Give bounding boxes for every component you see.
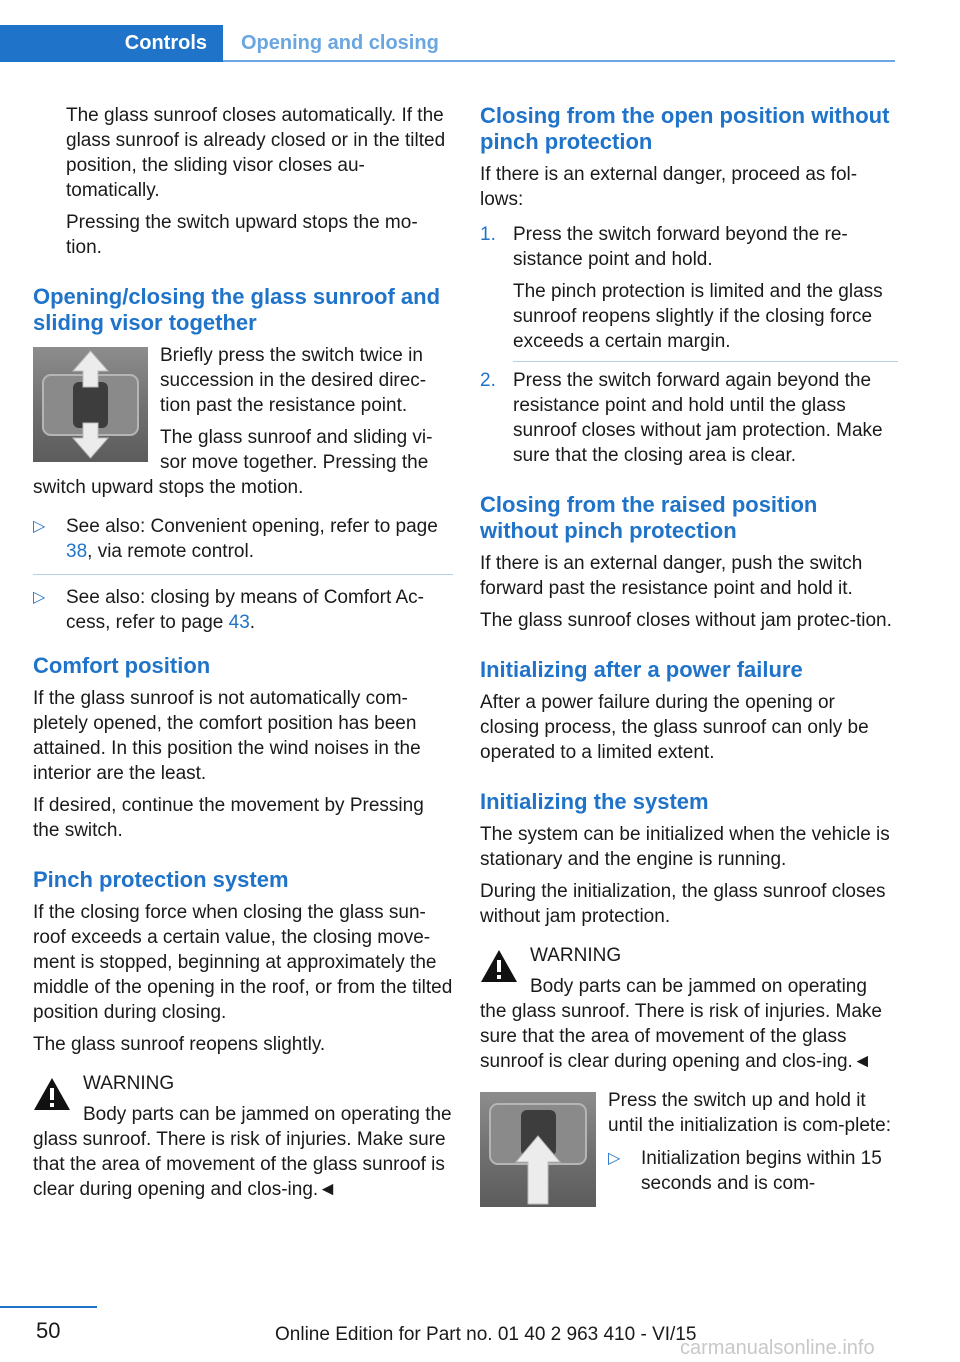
paragraph: The glass sunroof and sliding vi-sor move together. Pressing the switch upward stops the motion.: [33, 427, 433, 498]
paragraph: Briefly press the switch twice in succession in the desired direc-tion past the resistance point.: [160, 345, 427, 416]
steps-list: [480, 222, 898, 468]
paragraph: Press the switch up and hold it until the initialization is com-plete:: [608, 1090, 892, 1136]
heading-initializing-system: Initializing the system: [480, 789, 709, 814]
divider: [513, 361, 898, 362]
paragraph: If desired, continue the movement by Pressing the switch.: [33, 795, 424, 841]
online-edition-text: Online Edition for Part no. 01 40 2 963 410 - VI/15: [275, 1324, 697, 1345]
warning-triangle-icon: [480, 949, 518, 983]
warning-title: WARNING: [83, 1073, 175, 1094]
list-item: [480, 368, 898, 468]
heading-comfort-position: Comfort position: [33, 653, 211, 678]
warning-triangle-icon: [33, 1077, 71, 1111]
divider: [33, 574, 453, 575]
footer-rule: [0, 1306, 97, 1308]
warning-text: Body parts can be jammed on operating the glass sunroof. There is risk of injuries. Make sure that the area of movement of the glass sunroof is clear during opening and clos-ing.◄: [33, 1104, 452, 1200]
paragraph: Pressing the switch upward stops the mo-tion.: [66, 212, 418, 258]
heading-initializing-power-failure: Initializing after a power failure: [480, 657, 803, 682]
page-link-43[interactable]: 43: [228, 612, 250, 633]
paragraph: The glass sunroof reopens slightly.: [33, 1034, 326, 1055]
paragraph: During the initialization, the glass sunroof closes without jam protection.: [480, 881, 886, 927]
switch-figure-row: [33, 343, 453, 500]
paragraph: If the closing force when closing the glass sun-roof exceeds a certain value, the closing move-ment is stopped, beginning at approximately the middle of the opening in the roof, or from the tilted position during closing.: [33, 902, 453, 1023]
left-column: [33, 103, 453, 1209]
warning-box: [33, 1071, 453, 1096]
paragraph: If there is an external danger, proceed as fol-lows:: [480, 164, 858, 210]
switch-figure-row: [480, 1088, 898, 1213]
watermark: carmanualsonline.info: [680, 1337, 875, 1359]
paragraph: Press the switch forward beyond the re-sistance point and hold.: [513, 224, 848, 270]
warning-title: WARNING: [530, 945, 622, 966]
switch-up-down-icon: [33, 347, 148, 462]
page-number: 50: [36, 1318, 61, 1343]
see-also-list: [33, 514, 453, 635]
header-rule: [223, 60, 895, 62]
list-item: ▷ Initialization begins within 15 seconds and is com-: [608, 1146, 898, 1196]
paragraph: The glass sunroof closes without jam protec-tion.: [480, 610, 892, 631]
paragraph: Press the switch forward again beyond the resistance point and hold until the glass sunroof closes without jam protection. Make sure that the closing area is clear.: [513, 370, 883, 466]
heading-opening-together: Opening/closing the glass sunroof and sliding visor together: [33, 284, 441, 335]
warning-box: [480, 943, 898, 968]
paragraph: The pinch protection is limited and the glass sunroof reopens slightly if the closing force exceeds a certain margin.: [513, 281, 883, 352]
header-section-title: Opening and closing: [241, 32, 439, 54]
heading-closing-raised-position: Closing from the raised position without pinch protection: [480, 492, 818, 543]
list-item: ▷ See also: closing by means of Comfort Ac-cess, refer to page 43.: [33, 585, 453, 635]
switch-double-arrow-image: [33, 347, 148, 462]
paragraph: If the glass sunroof is not automatically com-pletely opened, the comfort position has been attained. In this position the wind noises in the interior are the least.: [33, 688, 421, 784]
paragraph: The system can be initialized when the vehicle is stationary and the engine is running.: [480, 824, 890, 870]
header-tab-controls: Controls: [0, 25, 223, 62]
init-list: [608, 1146, 898, 1205]
switch-up-icon: [480, 1092, 596, 1207]
paragraph: The glass sunroof closes automatically. If the glass sunroof is already closed or in the tilted position, the sliding visor closes au-tomatically.: [66, 105, 446, 201]
warning-text: Body parts can be jammed on operating the glass sunroof. There is risk of injuries. Make sure that the area of movement of the glass sunroof is clear during opening and clos-ing.◄: [480, 976, 882, 1072]
step-number: 2.: [480, 370, 496, 391]
list-item: ▷ See also: Convenient opening, refer to page 38, via remote control.: [33, 514, 453, 564]
switch-up-arrow-image: [480, 1092, 596, 1207]
paragraph: After a power failure during the opening or closing process, the glass sunroof can only be operated to a limited extent.: [480, 692, 869, 763]
step-number: 1.: [480, 224, 496, 245]
list-item: [480, 222, 898, 354]
page-link-38[interactable]: 38: [66, 541, 88, 562]
heading-pinch-protection: Pinch protection system: [33, 867, 289, 892]
paragraph: If there is an external danger, push the switch forward past the resistance point and hold it.: [480, 553, 863, 599]
heading-closing-open-position: Closing from the open position without pinch protection: [480, 103, 890, 154]
right-column: [480, 103, 898, 1213]
